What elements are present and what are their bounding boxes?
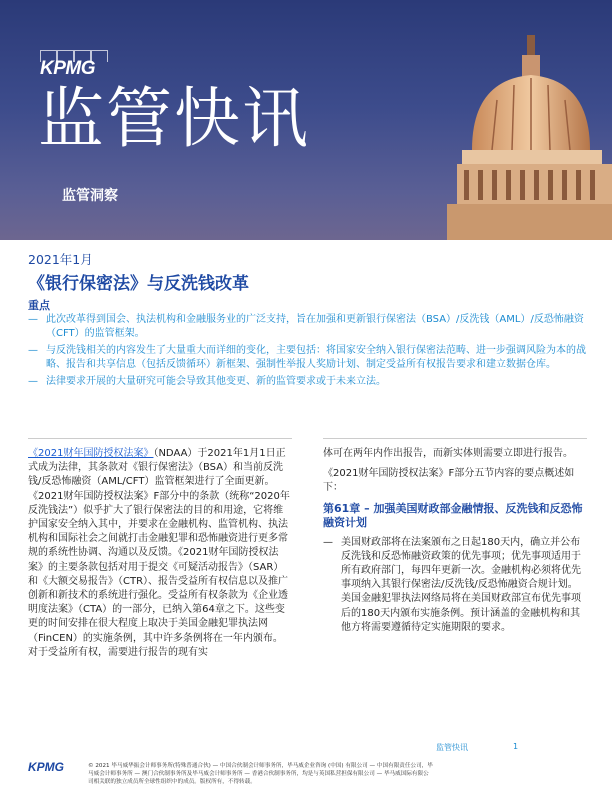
publication-title: 监管快讯 <box>38 80 310 157</box>
key-points-list <box>28 313 588 393</box>
key-point: — 此次改革得到国会、执法机构和金融服务业的广泛支持，旨在加强和更新银行保密法（BSA）/反洗钱（AML）/反恐怖融资（CFT）的监管框架。 <box>28 313 588 340</box>
body-column-right <box>323 438 587 635</box>
section-heading: 第61章 – 加强美国财政部金融情报、反洗钱和反恐怖融资计划 <box>323 501 583 529</box>
section-bullet: — 美国财政部将在法案颁布之日起180天内，确立并公布反洗钱和反恐怖融资政策的优先事项；优先事项适用于所有政府部门，每四年更新一次。金融机构必须将优先事项纳入其银行保密法/反洗钱/反恐怖融资合规计划。美国金融犯罪执法网络局将在美国财政部宣布优先事项后的180天内颁布实施条例。预计涵盖的金融机构和其他方将需要遵循待定实施期限的要求。 <box>323 536 587 635</box>
body-column-left <box>28 438 292 666</box>
body-text: 《2021财年国防授权法案》F部分五节内容的要点概述如下： <box>323 468 575 494</box>
footer-publication: 监管快讯 <box>436 743 468 752</box>
ndaa-link[interactable]: 《2021财年国防授权法案》 <box>28 448 154 459</box>
key-point: — 法律要求开展的大量研究可能会导致其他变更、新的监管要求或于未来立法。 <box>28 375 588 389</box>
issue-date: 2021年1月 <box>28 252 93 267</box>
kpmg-logo <box>40 50 108 80</box>
body-text: （NDAA）于2021年1月1日正式成为法律，其条款对《银行保密法》（BSA）和当前反洗钱/反恐怖融资（AML/CFT）监管框架进行了全面更新。《2021财年国防授权法案》F部分中的条款（统称“2020年反洗钱法”）似乎扩大了银行保密法的目的和用途，它将维护国家安全纳入其中，并要求在金融机构、监管机构、执法机构和国际社会之间就打击金融犯罪和恐怖融资进行更多常规的系统性协调、沟通以及反馈。《2021财年国防授权法案》的主要条款包括对用于提交《可疑活动报告》（SAR）和《大额交易报告》（CTR）、报告受益所有权信息以及推广创新和新技术的系统进行强化。受益所有权条款为《企业透明度法案》（CTA）的一部分，已纳入第64章之下。这些变更的时间安排在很大程度上取决于美国金融犯罪执法网（FinCEN）的实施条例，其中许多条例将在一年内颁布。对于受益所有权，需要进行报告的现有实 <box>28 448 290 658</box>
logo-text: KPMG <box>40 58 95 79</box>
body-text: 体可在两年内作出报告，而新实体则需要立即进行报告。 <box>323 448 573 459</box>
copyright-text: © 2021 毕马威华振会计师事务所(特殊普通合伙) — 中国合伙制会计师事务所，毕马威企业咨询 (中国) 有限公司 — 中国有限责任公司，毕马威会计师事务所 — 澳门合伙制事务所及毕马威会计师事务所 — 香港合伙制事务所，均是与英国私营担保有限公司 — 毕马威国际有限公司相关联的独立成员所全球性组织中的成员。版权所有，不得转载。 <box>88 763 433 785</box>
page-number: 1 <box>513 742 519 751</box>
footer-kpmg-logo: KPMG <box>28 760 64 774</box>
capitol-dome-image <box>412 0 612 240</box>
publication-subtitle: 监管洞察 <box>62 188 118 204</box>
article-headline: 《银行保密法》与反洗钱改革 <box>28 274 249 294</box>
hero-banner <box>0 0 612 240</box>
key-point: — 与反洗钱相关的内容发生了大量重大而详细的变化，主要包括：将国家安全纳入银行保密法范畴、进一步强调风险为本的战略、报告和共享信息（包括反馈循环）新框架、强制性举报人奖励计划、制定受益所有权报告要求和建立数据仓库。 <box>28 344 588 371</box>
key-points-heading: 重点 <box>28 299 50 312</box>
